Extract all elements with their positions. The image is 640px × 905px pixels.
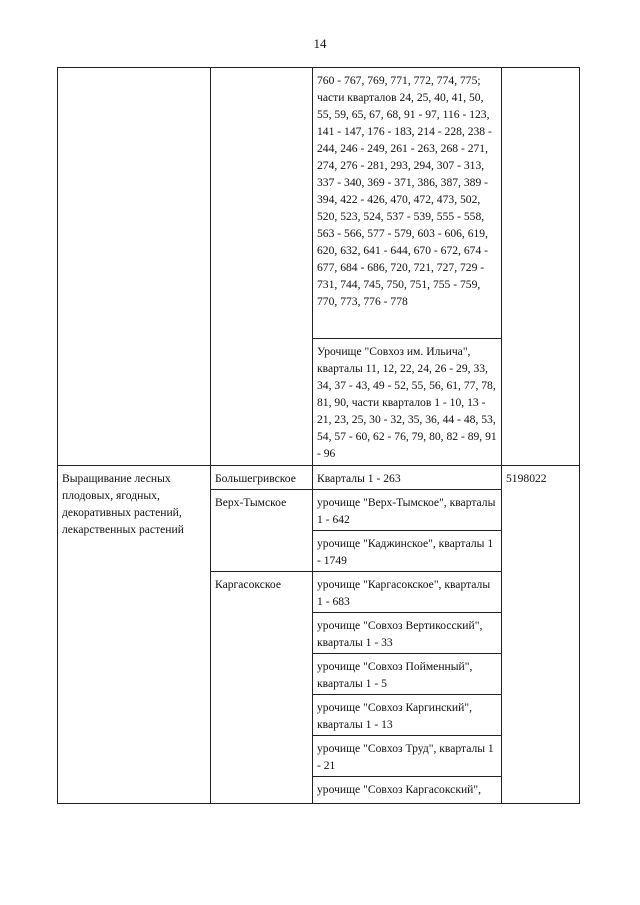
activity-cell: Выращивание лесных плодовых, ягодных, декоративных растений, лекарственных растений: [58, 466, 211, 804]
page-number: 14: [313, 36, 327, 51]
area-cell: урочище "Совхоз Труд", кварталы 1 - 21: [313, 736, 502, 777]
table-row: [58, 466, 580, 490]
area-cell: урочище "Совхоз Каргасокский",: [313, 777, 502, 804]
forestry-cell: Каргасокское: [211, 572, 313, 804]
area-cell: урочище "Совхоз Вертикосский", кварталы 1 - 33: [313, 613, 502, 654]
land-use-table: [57, 67, 580, 804]
code-cell-empty: [502, 68, 580, 466]
area-cell: урочище "Верх-Тымское", кварталы 1 - 642: [313, 490, 502, 531]
table-row: [58, 68, 580, 339]
forestry-cell-empty: [211, 68, 313, 466]
area-cell: урочище "Каджинское", кварталы 1 - 1749: [313, 531, 502, 572]
area-cell: урочище "Совхоз Пойменный", кварталы 1 - 5: [313, 654, 502, 695]
area-cell: Урочище "Совхоз им. Ильича", кварталы 11, 12, 22, 24, 26 - 29, 33, 34, 37 - 43, 49 - 52, 55, 56, 61, 77, 78, 81, 90, части кварталов 1 - 10, 13 - 21, 23, 25, 30 - 32, 35, 36, 44 - 48, 53, 54, 57 - 60, 62 - 76, 79, 80, 82 - 89, 91 - 96: [313, 339, 502, 466]
area-cell: Кварталы 1 - 263: [313, 466, 502, 490]
forestry-cell: Верх-Тымское: [211, 490, 313, 572]
forestry-cell: Большегривское: [211, 466, 313, 490]
activity-cell-empty: [58, 68, 211, 466]
area-cell: урочище "Каргасокское", кварталы 1 - 683: [313, 572, 502, 613]
area-cell: урочище "Совхоз Каргинский", кварталы 1 - 13: [313, 695, 502, 736]
area-cell: 760 - 767, 769, 771, 772, 774, 775; части кварталов 24, 25, 40, 41, 50, 55, 59, 65, 67, 68, 91 - 97, 116 - 123, 141 - 147, 176 - 183, 214 - 228, 238 - 244, 246 - 249, 261 - 263, 268 - 271, 274, 276 - 281, 293, 294, 307 - 313, 337 - 340, 369 - 371, 386, 387, 389 - 394, 422 - 426, 470, 472, 473, 502, 520, 523, 524, 537 - 539, 555 - 558, 563 - 566, 577 - 579, 603 - 606, 619, 620, 632, 641 - 644, 670 - 672, 674 - 677, 684 - 686, 720, 721, 727, 729 - 731, 744, 745, 750, 751, 755 - 759, 770, 773, 776 - 778: [313, 68, 502, 339]
code-cell: 5198022: [502, 466, 580, 804]
